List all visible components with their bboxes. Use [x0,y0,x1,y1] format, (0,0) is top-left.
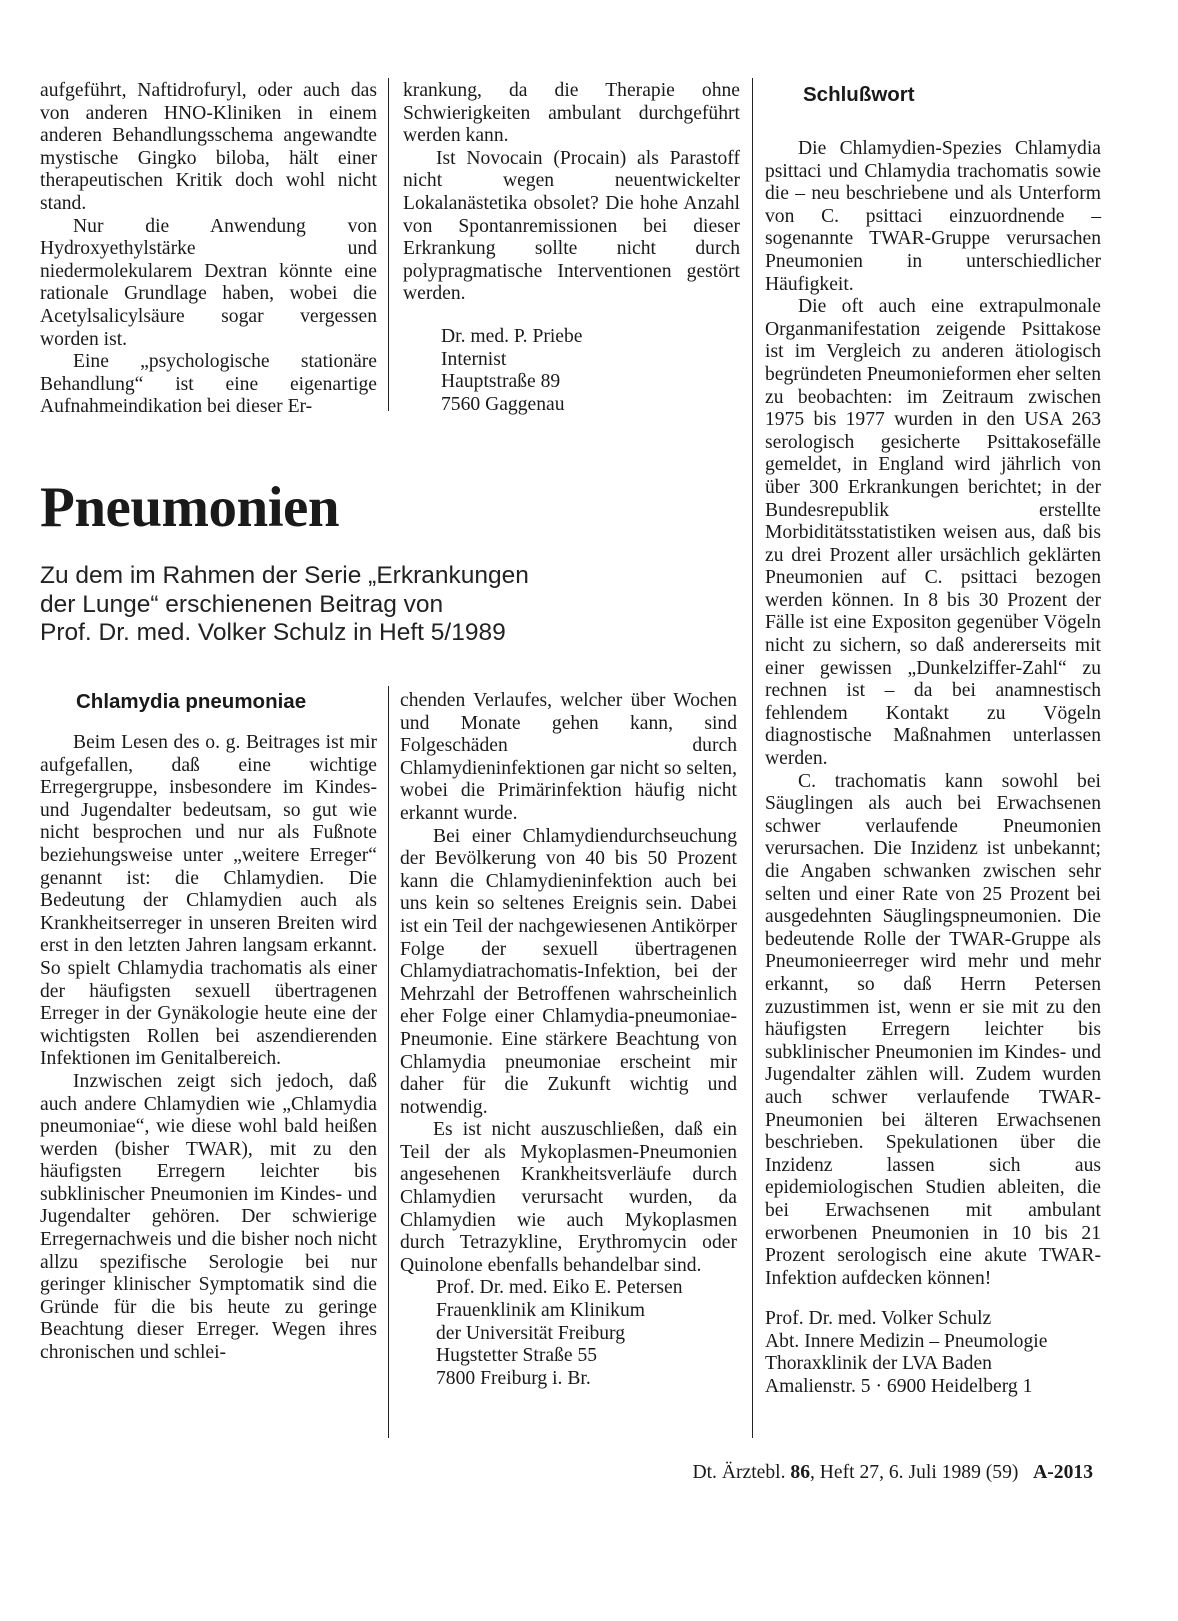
paragraph: Die oft auch eine extrapulmonale Organmanifestation zeigende Psittakose ist im Vergleich zu anderen ätiologisch begründeten Pneumonieformen eher selten zu beobachten: im Zeitraum zwischen 1975 bis 1977 wurden in den USA 263 serologisch gesicherte Psittakosefälle gemeldet, in England wird jährlich von über 300 Erkrankungen berichtet; in der Bundesrepublik erstellte Morbiditätsstatistiken weisen aus, daß bis zu drei Prozent aller ursächlich geklärten Pneumonien auf C. psittaci bezogen werden können. In 8 bis 30 Prozent der Fälle ist eine Expositon gegenüber Vögeln nicht zu sichern, so daß andererseits mit einer gewissen „Dunkelziffer-Zahl“ zu rechnen ist – da bei anamnestisch fehlendem Kontakt zu Vögeln diagnostische Maßnahmen unterlassen werden. [765,296,1101,770]
paragraph: aufgeführt, Naftidrofuryl, oder auch das von anderen HNO-Kliniken in einem anderen Behandlungsschema angewandte mystische Gingko biloba, hält einer therapeutischen Kritik doch wohl nicht stand. [40,80,377,214]
signature-line: 7800 Freiburg i. Br. [436,1367,591,1389]
paragraph: Ist Novocain (Procain) als Parastoff nicht wegen neuentwickelter Lokalanästetika obsolet? Die hohe Anzahl von Spontanremissionen bei dieser Erkrankung sollte nicht durch polypragmatische Interventionen gestört werden. [403,147,740,305]
page-number: A-2013 [1033,1462,1093,1483]
paragraph: C. trachomatis kann sowohl bei Säuglingen als auch bei Erwachsenen schwer verlaufende Pneumonien verursachen. Die Inzidenz ist unbekannt; die Angaben schwanken zwischen sehr selten und einer Rate von 25 Prozent bei ausgedehnten Säuglingspneumonien. Die bedeutende Rolle der TWAR-Gruppe als Pneumonieerreger wird mehr und mehr erkannt, so daß Herrn Petersen zuzustimmen ist, wenn er sie mit zu den häufigsten Erregern leichter bis subklinischer Pneumonien im Kindes- und Jugendalter zählen will. Zudem wurden auch schwer verlaufende TWAR-Pneumonien bei älteren Erwachsenen beschrieben. Spekulationen über die Inzidenz lassen sich aus epidemiologischen Studien ableiten, die bei Erwachsenen mit ambulant erworbenen Pneumonien in 10 bis 21 Prozent serologisch eine akute TWAR-Infektion aufdecken können! [765,770,1101,1289]
paragraph: Inzwischen zeigt sich jedoch, daß auch andere Chlamydien wie „Chlamydia pneumoniae“, wie diese wohl bald heißen werden (bisher TWAR), mit zu den häufigsten Erregern leichter bis subklinischer Pneumonien im Kindes- und Jugendalter gehören. Der schwierige Erregernachweis und die bisher noch nicht allzu spezifische Serologie bei nur geringer klinischer Symptomatik sind die Gründe für die bis heute zu geringe Beachtung dieser Erreger. Wegen ihres chronischen und schlei- [40,1070,377,1364]
journal-name: Dt. Ärztebl. [692,1462,786,1483]
journal-volume: 86 [790,1462,810,1483]
paragraph: Die Chlamydien-Spezies Chlamydia psittaci und Chlamydia trachomatis sowie die – neu beschriebene und als Unterform von C. psittaci einzuordnende – sogenannte TWAR-Gruppe verursachen Pneumonien in unterschiedlicher Häufigkeit. [765,138,1101,295]
signature-line: Thoraxklinik der LVA Baden [765,1353,992,1375]
paragraph: chenden Verlaufes, welcher über Wochen und Monate gehen kann, sind Folgeschäden durch Chlamydieninfektionen gar nicht so selten, wobei die Primärinfektion häufig nicht erkannt wurde. [400,690,737,824]
column-divider [752,78,753,1438]
signature-schulz [765,1308,1101,1398]
signature-line: Hauptstraße 89 [441,371,561,393]
column-divider [388,686,389,1438]
signature-line: 7560 Gaggenau [441,393,565,415]
signature-line: Prof. Dr. med. Eiko E. Petersen [436,1277,683,1299]
article-subtitle [40,562,760,648]
subtitle-line: der Lunge“ erschienenen Beitrag von [40,590,444,618]
paragraph: krankung, da die Therapie ohne Schwierigkeiten ambulant durchgeführt werden kann. [403,80,740,147]
signature-line: Amalienstr. 5 · 6900 Heidelberg 1 [765,1376,1033,1398]
lower-column-1 [40,690,377,1365]
signature-petersen [400,1277,737,1390]
signature-line: Dr. med. P. Priebe [441,325,583,347]
section-heading: Chlamydia pneumoniae [76,690,307,713]
paragraph: Bei einer Chlamydiendurchseuchung der Bevölkerung von 40 bis 50 Prozent kann die Chlamydieninfektion auch bei uns kein so seltenes Ereignis sein. Dabei ist ein Teil der nachgewiesenen Antikörper Folge der sexuell übertragenen Chlamydiatrachomatis-Infektion, bei der Mehrzahl der Betroffenen wahrscheinlich eher Folge einer Chlamydia-pneumoniae-Pneumonie. Eine stärkere Beachtung von Chlamydia pneumoniae erscheint mir daher für die Zukunft wichtig und notwendig. [400,825,737,1118]
page-footer [692,1462,1093,1484]
signature-priebe [403,326,740,416]
lower-column-2 [400,690,737,1390]
issue-info: , Heft 27, 6. Juli 1989 (59) [809,1462,1019,1483]
subtitle-line: Zu dem im Rahmen der Serie „Erkrankungen [40,562,529,589]
signature-line: Internist [441,348,507,370]
article-title: Pneumonien [40,476,340,539]
column-divider [388,78,389,411]
signature-line: Frauenklinik am Klinikum [436,1300,645,1322]
section-heading: Schlußwort [803,83,915,106]
paragraph: Es ist nicht auszuschließen, daß ein Teil der als Mykoplasmen-Pneumonien angesehenen Krankheitsverläufe durch Chlamydien verursacht wurden, da Chlamydien wie auch Mykoplasmen durch Tetrazykline, Erythromycin oder Quinolone ebenfalls behandelbar sind. [400,1119,737,1276]
signature-line: Abt. Innere Medizin – Pneumologie [765,1330,1048,1352]
right-column [765,82,1101,1399]
subtitle-line: Prof. Dr. med. Volker Schulz in Heft 5/1989 [40,619,506,646]
signature-line: Prof. Dr. med. Volker Schulz [765,1308,992,1330]
upper-column-1 [40,80,377,419]
signature-line: Hugstetter Straße 55 [436,1345,598,1367]
signature-line: der Universität Freiburg [436,1322,626,1344]
paragraph: Nur die Anwendung von Hydroxyethylstärke und niedermolekularem Dextran könnte eine rationale Grundlage haben, wobei die Acetylsalicylsäure sogar vergessen worden ist. [40,215,377,350]
upper-column-2 [403,80,740,416]
paragraph: Eine „psychologische stationäre Behandlung“ ist eine eigenartige Aufnahmeindikation bei dieser Er- [40,351,377,418]
paragraph: Beim Lesen des o. g. Beitrages ist mir aufgefallen, daß eine wichtige Erregergruppe, insbesondere im Kindes- und Jugendalter bedeutsam, so gut wie nicht besprochen und nur als Fußnote beziehungsweise unter „weitere Erreger“ genannt ist: die Chlamydien. Die Bedeutung der Chlamydien auch als Krankheitserreger in unseren Breiten wird erst in den letzten Jahren langsam erkannt. So spielt Chlamydia trachomatis als einer der häufigsten sexuell übertragenen Erreger in der Gynäkologie heute eine der wichtigsten Rollen bei aszendierenden Infektionen im Genitalbereich. [40,732,377,1070]
